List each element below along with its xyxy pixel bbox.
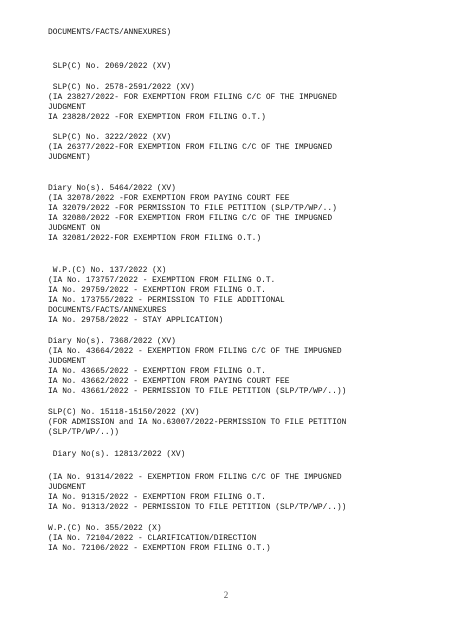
case-heading: Diary No(s). 7368/2022 (XV) xyxy=(48,337,176,346)
text-line: IA 32081/2022-FOR EXEMPTION FROM FILING O.T.) xyxy=(48,234,262,243)
text-line: JUDGMENT xyxy=(48,357,86,366)
text-line: (SLP/TP/WP/..)) xyxy=(48,428,120,437)
text-line: (IA 26377/2022-FOR EXEMPTION FROM FILING C/C OF THE IMPUGNED xyxy=(48,143,333,152)
case-heading: SLP(C) No. 3222/2022 (XV) xyxy=(48,133,172,142)
text-line: IA 23828/2022 -FOR EXEMPTION FROM FILING O.T.) xyxy=(48,113,266,122)
text-line: (IA No. 91314/2022 - EXEMPTION FROM FILING C/C OF THE IMPUGNED xyxy=(48,473,342,482)
text-line: IA No. 72106/2022 - EXEMPTION FROM FILING O.T.) xyxy=(48,544,271,553)
text-line: IA No. 43661/2022 - PERMISSION TO FILE PETITION (SLP/TP/WP/..)) xyxy=(48,387,347,396)
text-line: IA No. 91313/2022 - PERMISSION TO FILE PETITION (SLP/TP/WP/..)) xyxy=(48,503,347,512)
text-line: IA No. 43665/2022 - EXEMPTION FROM FILING O.T. xyxy=(48,367,266,376)
text-line: IA No. 29758/2022 - STAY APPLICATION) xyxy=(48,316,224,325)
text-line: JUDGMENT xyxy=(48,483,86,492)
text-line: (IA 32078/2022 -FOR EXEMPTION FROM PAYING COURT FEE xyxy=(48,194,290,203)
text-line: DOCUMENTS/FACTS/ANNEXURES) xyxy=(48,28,172,37)
text-line: JUDGMENT ON xyxy=(48,224,101,233)
text-line: (IA No. 173757/2022 - EXEMPTION FROM FILING O.T. xyxy=(48,276,276,285)
text-line: (IA No. 43664/2022 - EXEMPTION FROM FILING C/C OF THE IMPUGNED xyxy=(48,347,342,356)
case-heading: W.P.(C) No. 355/2022 (X) xyxy=(48,524,162,533)
text-line: (IA 23827/2022- FOR EXEMPTION FROM FILING C/C OF THE IMPUGNED xyxy=(48,93,337,102)
case-heading: SLP(C) No. 2069/2022 (XV) xyxy=(48,62,172,71)
text-line: IA 32080/2022 -FOR EXEMPTION FROM FILING C/C OF THE IMPUGNED xyxy=(48,214,333,223)
text-line: IA No. 173755/2022 - PERMISSION TO FILE ADDITIONAL xyxy=(48,296,285,305)
text-line: IA 32079/2022 -FOR PERMISSION TO FILE PETITION (SLP/TP/WP/..) xyxy=(48,204,337,213)
case-heading: SLP(C) No. 2578-2591/2022 (XV) xyxy=(48,83,195,92)
text-line: (FOR ADMISSION and IA No.63007/2022-PERMISSION TO FILE PETITION xyxy=(48,418,347,427)
text-line: (IA No. 72104/2022 - CLARIFICATION/DIRECTION xyxy=(48,534,257,543)
case-heading: Diary No(s). 12813/2022 (XV) xyxy=(48,450,186,459)
text-line: IA No. 43662/2022 - EXEMPTION FROM PAYING COURT FEE xyxy=(48,377,290,386)
page-number: 2 xyxy=(223,590,229,600)
case-heading: Diary No(s). 5464/2022 (XV) xyxy=(48,184,176,193)
text-line: IA No. 91315/2022 - EXEMPTION FROM FILING O.T. xyxy=(48,493,266,502)
text-line: DOCUMENTS/FACTS/ANNEXURES xyxy=(48,306,167,315)
text-line: JUDGMENT xyxy=(48,103,86,112)
case-heading: W.P.(C) No. 137/2022 (X) xyxy=(48,266,167,275)
case-heading: SLP(C) No. 15118-15150/2022 (XV) xyxy=(48,408,200,417)
text-line: IA No. 29759/2022 - EXEMPTION FROM FILING O.T. xyxy=(48,286,266,295)
text-line: JUDGMENT) xyxy=(48,153,91,162)
